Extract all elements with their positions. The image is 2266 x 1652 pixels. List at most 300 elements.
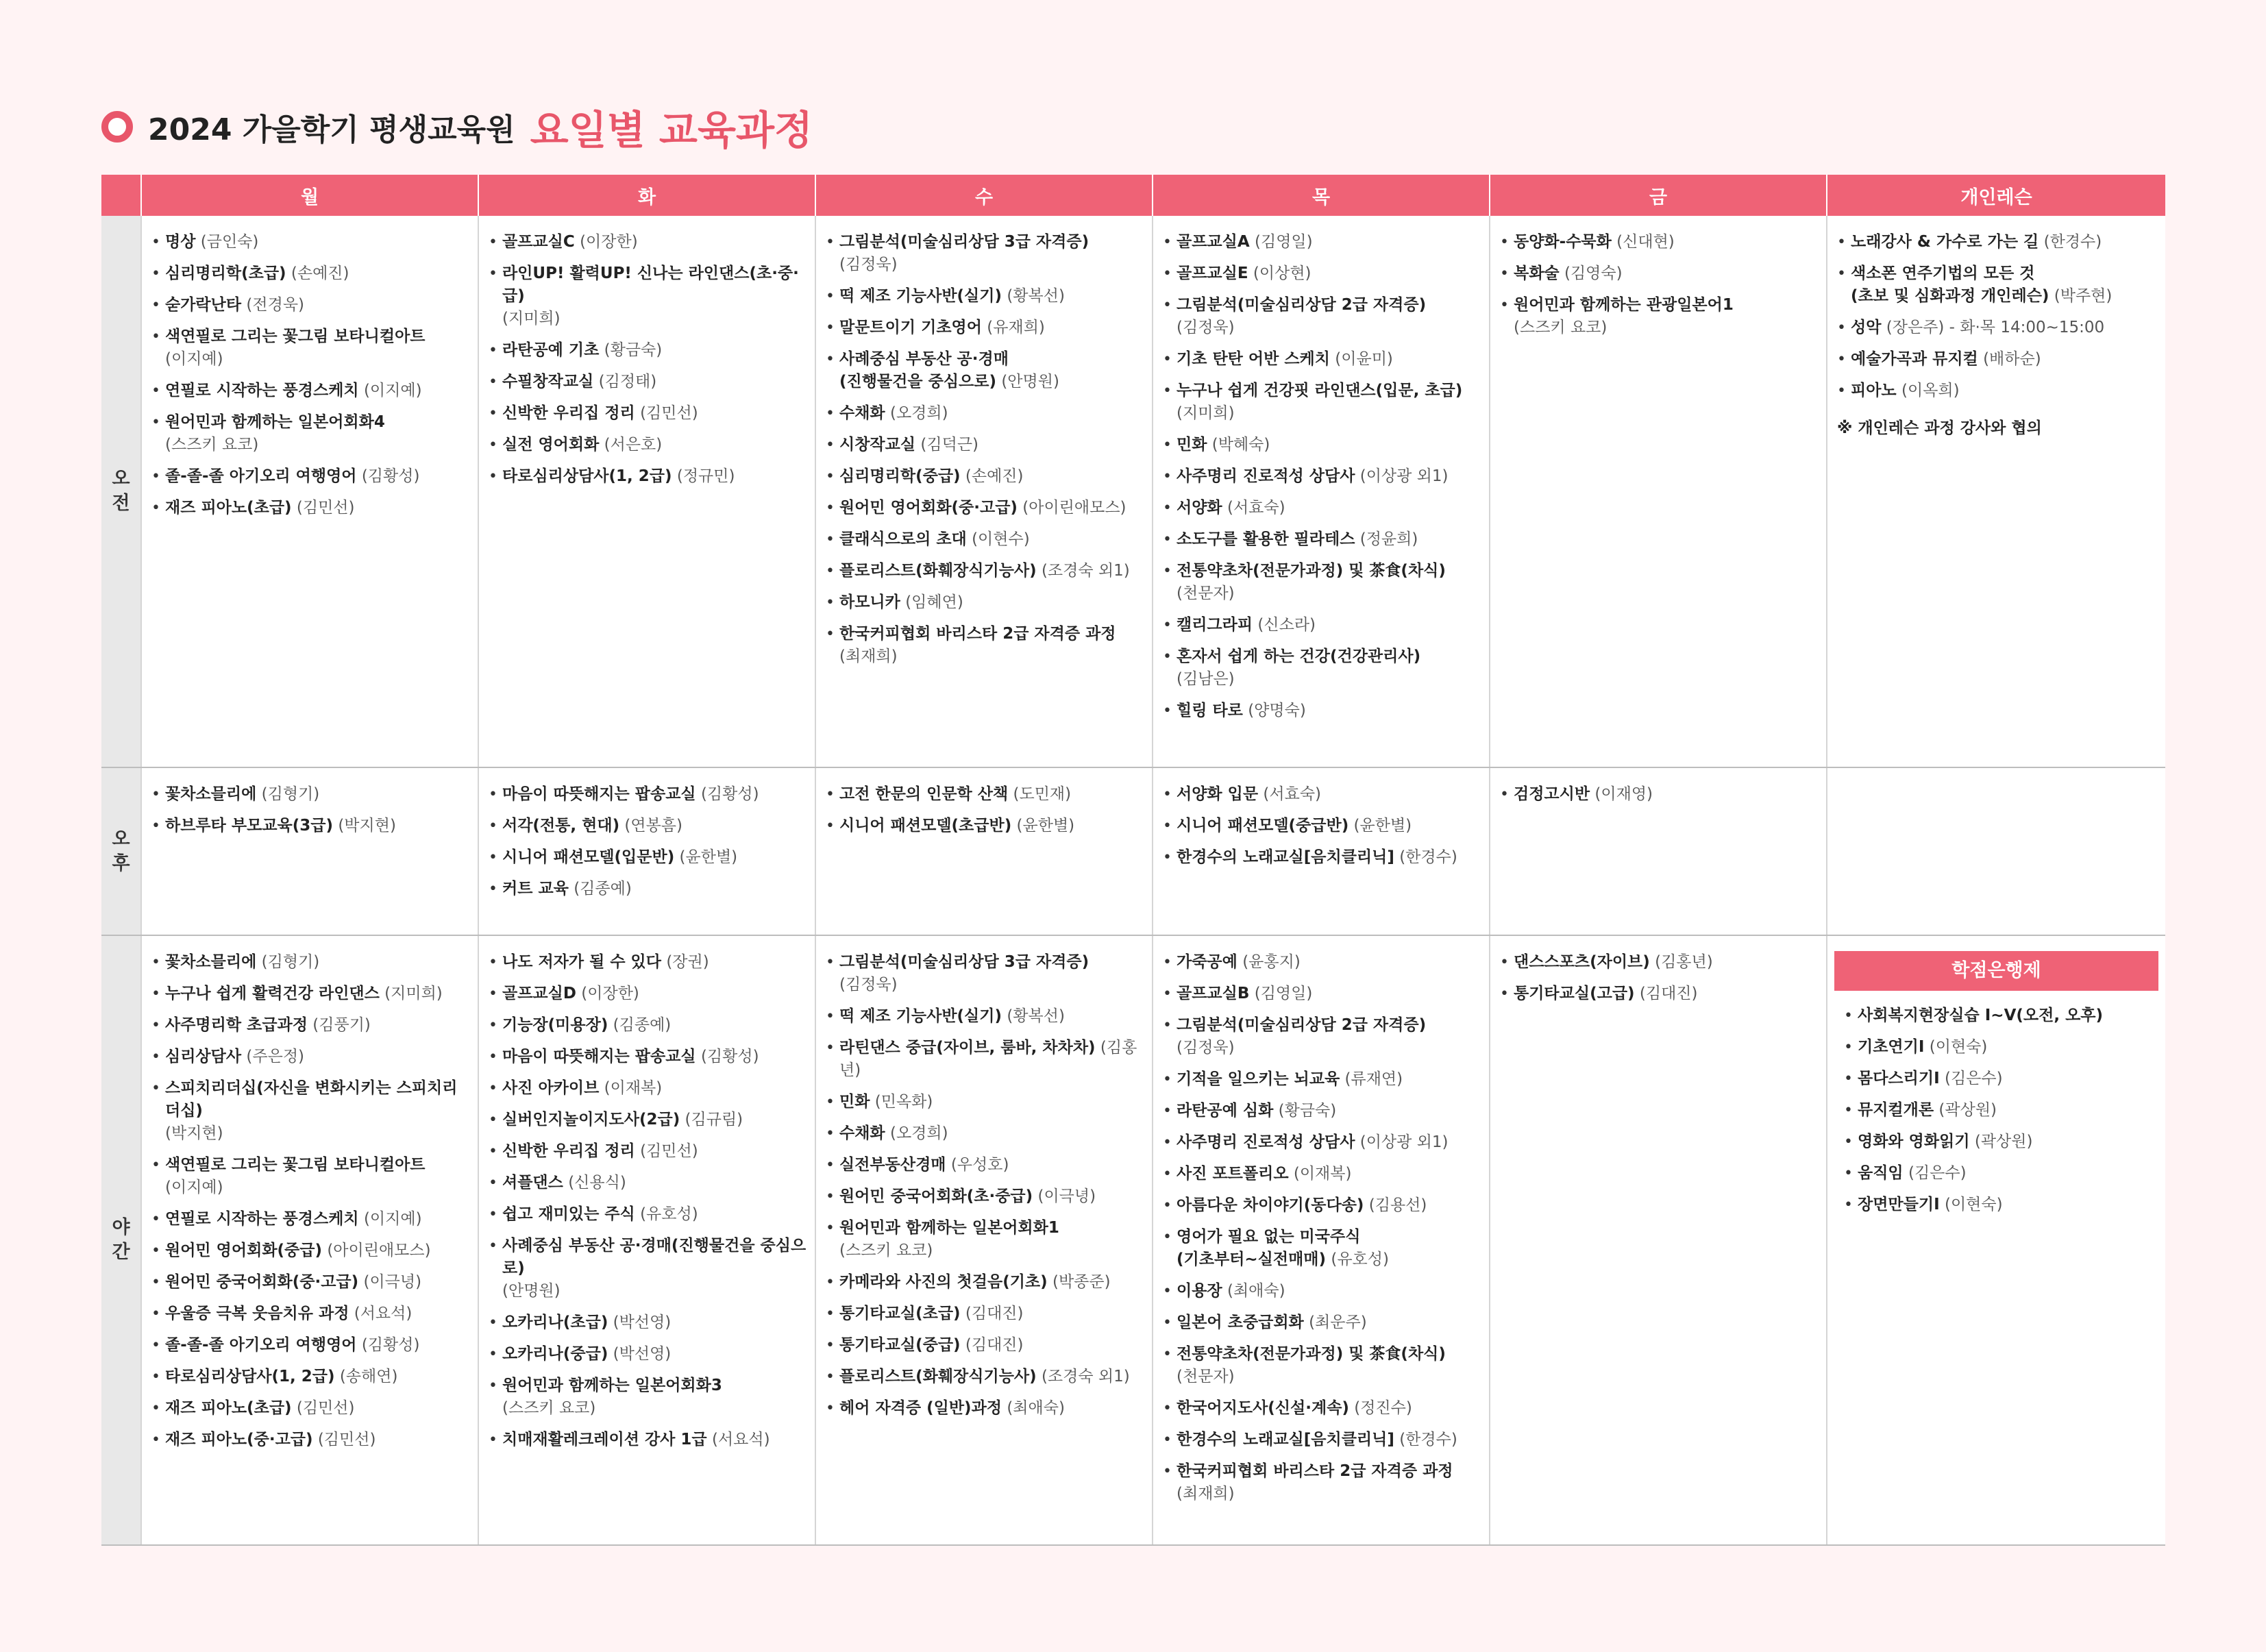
course-name: 시니어 패션모델(초급반) bbox=[839, 817, 1012, 835]
cell-morning-mon bbox=[141, 216, 478, 767]
row-label-afternoon bbox=[101, 767, 141, 935]
course-name: 우울증 극복 웃음치유 과정 bbox=[165, 1305, 349, 1322]
cell-afternoon-wed bbox=[815, 767, 1153, 935]
instructor-name: (김민선) bbox=[296, 1399, 355, 1417]
course-name: 기능장(미용장) bbox=[502, 1016, 608, 1034]
course-item bbox=[149, 1429, 471, 1451]
course-item bbox=[1160, 1014, 1482, 1059]
course-name: 기초연기Ⅰ bbox=[1858, 1038, 1925, 1056]
instructor-name: (이상광 외1) bbox=[1359, 467, 1449, 485]
course-item bbox=[149, 1046, 471, 1068]
instructor-name: (신용식) bbox=[568, 1174, 626, 1192]
course-item bbox=[149, 465, 471, 488]
header-thu: 목 bbox=[1153, 175, 1490, 216]
course-name: 동양화-수묵화 bbox=[1514, 233, 1612, 251]
instructor-name: (이상현) bbox=[1253, 264, 1311, 282]
instructor-name: (황복선) bbox=[1007, 287, 1065, 305]
course-name: 명상 bbox=[165, 233, 196, 251]
course-item bbox=[1160, 294, 1482, 339]
course-name: 색연필로 그리는 꽃그림 보타니컬아트 bbox=[165, 1156, 426, 1174]
instructor-name: (윤홍지) bbox=[1242, 953, 1301, 971]
course-name: 색연필로 그리는 꽃그림 보타니컬아트 bbox=[165, 328, 426, 345]
course-name: 사주명리 진로적성 상담사 bbox=[1177, 1133, 1355, 1151]
course-name: 검정고시반 bbox=[1514, 785, 1590, 803]
instructor-name: (스즈키 요코) bbox=[165, 436, 259, 454]
course-item bbox=[149, 1303, 471, 1325]
instructor-name: (오경희) bbox=[889, 1124, 948, 1142]
course-name: 서양화 입문 bbox=[1177, 785, 1259, 803]
instructor-name: (유호성) bbox=[1331, 1250, 1389, 1268]
instructor-name: (배하순) bbox=[1983, 350, 2041, 368]
course-item bbox=[1160, 1131, 1482, 1154]
course-name: 통기타교실(중급) bbox=[839, 1336, 961, 1354]
cell-afternoon-private bbox=[1827, 767, 2165, 935]
course-name: 원어민 중국어회화(중·고급) bbox=[165, 1273, 359, 1291]
course-name: 캘리그라피 bbox=[1177, 616, 1253, 634]
course-item bbox=[1841, 1004, 2152, 1027]
course-item bbox=[1497, 262, 1819, 285]
course-item bbox=[486, 1172, 808, 1194]
course-item bbox=[823, 1005, 1145, 1028]
course-item bbox=[1834, 317, 2158, 339]
row-label-char: 오 bbox=[112, 828, 130, 850]
course-name: 영화와 영화읽기 bbox=[1858, 1133, 1970, 1150]
course-item bbox=[823, 560, 1145, 582]
instructor-name: (이지예) bbox=[165, 350, 223, 368]
row-morning bbox=[101, 216, 2165, 767]
course-item bbox=[1160, 380, 1482, 425]
header-mon: 월 bbox=[141, 175, 478, 216]
instructor-name: (윤한별) bbox=[679, 848, 738, 866]
instructor-name: (민옥화) bbox=[874, 1093, 933, 1111]
course-item bbox=[149, 262, 471, 285]
course-name: 장면만들기Ⅰ bbox=[1858, 1196, 1940, 1213]
instructor-name: (주은정) bbox=[246, 1048, 305, 1065]
instructor-name: (도민재) bbox=[1013, 785, 1072, 803]
course-list bbox=[486, 783, 808, 900]
course-item bbox=[823, 783, 1145, 806]
instructor-name: (윤한별) bbox=[1016, 817, 1075, 835]
course-item bbox=[149, 325, 471, 371]
course-item bbox=[1160, 1068, 1482, 1091]
course-name: 수채화 bbox=[839, 1124, 885, 1142]
course-item bbox=[1841, 1131, 2152, 1153]
course-item bbox=[149, 815, 471, 837]
course-name: 민화 bbox=[1177, 436, 1207, 454]
instructor-name: (이현수) bbox=[972, 530, 1030, 548]
course-name: 전통약초차(전문가과정) 및 茶食(차식) bbox=[1177, 562, 1446, 580]
course-name: 숟가락난타 bbox=[165, 296, 242, 314]
instructor-name: (김황성) bbox=[700, 785, 759, 803]
course-item bbox=[1834, 348, 2158, 371]
instructor-name: (서은호) bbox=[604, 436, 663, 454]
course-name: 사진 아카이브 bbox=[502, 1079, 600, 1097]
course-name: 통기타교실(고급) bbox=[1514, 985, 1635, 1002]
row-label-evening bbox=[101, 935, 141, 1545]
course-name: 원어민과 함께하는 일본어회화1 bbox=[839, 1219, 1059, 1237]
cell-morning-tue bbox=[478, 216, 815, 767]
instructor-name: (안명원) bbox=[502, 1282, 561, 1300]
instructor-name: (금인숙) bbox=[200, 233, 259, 251]
instructor-name: (김황성) bbox=[361, 467, 420, 485]
course-name: 심리상담사 bbox=[165, 1048, 242, 1065]
instructor-name: (장권) bbox=[666, 953, 709, 971]
instructor-name: (최재희) bbox=[839, 648, 898, 665]
course-item bbox=[1160, 1460, 1482, 1505]
course-name: 뮤지컬개론 bbox=[1858, 1101, 1934, 1119]
course-name: 한국어지도사(신설·계속) bbox=[1177, 1399, 1349, 1417]
instructor-name: (이현숙) bbox=[1929, 1038, 1988, 1056]
course-name: 플로리스트(화훼장식기능사) bbox=[839, 1368, 1037, 1385]
course-name: 클래식으로의 초대 bbox=[839, 530, 967, 548]
course-item bbox=[486, 371, 808, 393]
course-item bbox=[486, 1429, 808, 1451]
course-name: 실전부동산경매 bbox=[839, 1156, 946, 1174]
course-item bbox=[1841, 1162, 2152, 1185]
course-item bbox=[1160, 465, 1482, 488]
course-name: 원어민 영어회화(중·고급) bbox=[839, 499, 1018, 517]
course-name: 꽃차소믈리에 bbox=[165, 785, 257, 803]
header-tue: 화 bbox=[478, 175, 815, 216]
course-name: 예술가곡과 뮤지컬 bbox=[1851, 350, 1978, 368]
cell-morning-wed bbox=[815, 216, 1153, 767]
cell-evening-private bbox=[1827, 935, 2165, 1545]
course-name: 기적을 일으키는 뇌교육 bbox=[1177, 1070, 1340, 1088]
course-name: 떡 제조 기능사반(실기) bbox=[839, 1007, 1002, 1025]
course-item bbox=[1160, 348, 1482, 371]
course-item bbox=[1497, 231, 1819, 254]
instructor-name: (박혜숙) bbox=[1211, 436, 1270, 454]
course-name: 카메라와 사진의 첫걸음(기초) bbox=[839, 1273, 1048, 1291]
course-name: 노래강사 & 가수로 가는 길 bbox=[1851, 233, 2039, 251]
instructor-name: (황금숙) bbox=[1278, 1102, 1337, 1120]
instructor-name: (김영일) bbox=[1254, 985, 1313, 1002]
course-item bbox=[486, 951, 808, 974]
course-name: 실버인지놀이지도사(2급) bbox=[502, 1111, 680, 1129]
course-item bbox=[1160, 1343, 1482, 1388]
instructor-name: (한경수) bbox=[1399, 1431, 1457, 1448]
course-name: 가죽공예 bbox=[1177, 953, 1237, 971]
course-name: 움직임 bbox=[1858, 1164, 1904, 1182]
instructor-name: (김정욱) bbox=[839, 256, 898, 273]
cell-afternoon-tue bbox=[478, 767, 815, 935]
course-list bbox=[1497, 231, 1819, 339]
course-item bbox=[149, 411, 471, 456]
course-item bbox=[1160, 497, 1482, 519]
course-name: 타로심리상담사(1, 2급) bbox=[165, 1368, 335, 1385]
schedule-table bbox=[101, 175, 2165, 1546]
instructor-name: (김풍기) bbox=[312, 1016, 371, 1034]
course-name: 라틴댄스 중급(자이브, 룸바, 차차차) bbox=[839, 1039, 1096, 1057]
course-item bbox=[1160, 846, 1482, 869]
course-name: 일본어 초중급회화 bbox=[1177, 1314, 1304, 1331]
course-name: 사례중심 부동산 공·경매 (진행물건을 중심으로) bbox=[839, 350, 1009, 391]
instructor-name: (이재복) bbox=[1293, 1165, 1352, 1183]
cell-evening-tue bbox=[478, 935, 815, 1545]
course-item bbox=[823, 951, 1145, 996]
course-item bbox=[823, 348, 1145, 393]
course-item bbox=[1160, 1311, 1482, 1334]
instructor-name: (한경수) bbox=[1399, 848, 1457, 866]
course-item bbox=[149, 983, 471, 1005]
course-name: 몸다스리기Ⅰ bbox=[1858, 1070, 1940, 1087]
title-accent: 요일별 교육과정 bbox=[530, 107, 813, 153]
course-name: 쉽고 재미있는 주식 bbox=[502, 1205, 635, 1223]
instructor-name: (이지예) bbox=[165, 1179, 223, 1196]
course-name: 플로리스트(화훼장식기능사) bbox=[839, 562, 1037, 580]
course-item bbox=[149, 951, 471, 974]
course-name: 재즈 피아노(중·고급) bbox=[165, 1431, 313, 1448]
course-name: 신박한 우리집 정리 bbox=[502, 1142, 635, 1160]
course-item bbox=[486, 231, 808, 254]
course-item bbox=[823, 1185, 1145, 1208]
course-item bbox=[1160, 231, 1482, 254]
course-name: 졸-졸-졸 아기오리 여행영어 bbox=[165, 1336, 357, 1354]
course-item bbox=[1841, 1068, 2152, 1090]
instructor-name: (안명원) bbox=[1001, 373, 1059, 391]
header-fri: 금 bbox=[1490, 175, 1827, 216]
course-list bbox=[149, 951, 471, 1451]
row-evening bbox=[101, 935, 2165, 1545]
course-name: 누구나 쉽게 활력건강 라인댄스 bbox=[165, 985, 380, 1002]
course-name: 한경수의 노래교실[음치클리닉] bbox=[1177, 848, 1394, 866]
course-item bbox=[823, 815, 1145, 837]
row-afternoon bbox=[101, 767, 2165, 935]
course-item bbox=[149, 1397, 471, 1420]
instructor-name: (지미희) bbox=[502, 310, 561, 328]
instructor-name: (류재연) bbox=[1344, 1070, 1403, 1088]
instructor-name: (천문자) bbox=[1177, 1368, 1235, 1385]
course-item bbox=[486, 402, 808, 425]
course-name: 원어민과 함께하는 일본어회화4 bbox=[165, 413, 385, 431]
course-name: 골프교실E bbox=[1177, 264, 1248, 282]
instructor-name: (김홍년) bbox=[839, 1039, 1137, 1079]
instructor-name: (박선영) bbox=[613, 1314, 672, 1331]
course-item bbox=[1160, 1226, 1482, 1271]
cell-morning-private bbox=[1827, 216, 2165, 767]
course-item bbox=[149, 497, 471, 519]
row-label-char: 야 bbox=[112, 1217, 130, 1238]
course-item bbox=[1160, 1280, 1482, 1303]
course-item bbox=[486, 1046, 808, 1068]
course-item bbox=[1160, 560, 1482, 605]
course-name: 골프교실A bbox=[1177, 233, 1250, 251]
instructor-name: (황금숙) bbox=[604, 341, 663, 359]
course-item bbox=[486, 1374, 808, 1420]
instructor-name: (김민선) bbox=[296, 499, 355, 517]
instructor-name: (서요석) bbox=[711, 1431, 770, 1448]
course-item bbox=[1160, 1163, 1482, 1185]
course-name: 통기타교실(초급) bbox=[839, 1305, 961, 1322]
course-name: 오카리나(중급) bbox=[502, 1345, 608, 1363]
circle-icon bbox=[101, 111, 133, 143]
header-wed: 수 bbox=[815, 175, 1153, 216]
row-label-char: 후 bbox=[112, 852, 130, 874]
course-item bbox=[149, 783, 471, 806]
instructor-name: (박주현) bbox=[2054, 287, 2113, 305]
course-item bbox=[1160, 1194, 1482, 1217]
course-name: 기초 탄탄 어반 스케치 bbox=[1177, 350, 1330, 368]
course-name: 고전 한문의 인문학 산책 bbox=[839, 785, 1009, 803]
cell-evening-thu bbox=[1153, 935, 1490, 1545]
course-item bbox=[1497, 294, 1819, 339]
course-list bbox=[823, 951, 1145, 1420]
course-name: 골프교실D bbox=[502, 985, 576, 1002]
course-name: 한국커피협회 바리스타 2급 자격증 과정 bbox=[1177, 1462, 1453, 1480]
course-name: 심리명리학(중급) bbox=[839, 467, 961, 485]
credit-bank-header: 학점은행제 bbox=[1834, 951, 2158, 991]
instructor-name: (임혜연) bbox=[905, 593, 963, 611]
instructor-name: (황복선) bbox=[1007, 1007, 1065, 1025]
course-list bbox=[486, 231, 808, 488]
course-item bbox=[486, 1140, 808, 1163]
course-name: 사주명리학 초급과정 bbox=[165, 1016, 308, 1034]
instructor-name: (김남은) bbox=[1177, 670, 1235, 688]
row-label-char: 오 bbox=[112, 468, 130, 489]
course-item bbox=[149, 1154, 471, 1199]
course-name: 수필창작교실 bbox=[502, 373, 594, 391]
course-name: 그림분석(미술심리상담 2급 자격증) bbox=[1177, 1016, 1427, 1034]
course-name: 이용장 bbox=[1177, 1282, 1222, 1300]
course-item bbox=[149, 1271, 471, 1294]
row-label-morning bbox=[101, 216, 141, 767]
course-item bbox=[823, 1334, 1145, 1357]
course-item bbox=[823, 1037, 1145, 1082]
instructor-name: (연봉흠) bbox=[624, 817, 682, 835]
instructor-name: (이윤미) bbox=[1335, 350, 1393, 368]
course-name: 커트 교육 bbox=[502, 880, 569, 898]
course-item bbox=[486, 1343, 808, 1366]
course-item bbox=[1160, 262, 1482, 285]
course-name: 오카리나(초급) bbox=[502, 1314, 608, 1331]
course-item bbox=[1834, 262, 2158, 308]
course-name: 원어민과 함께하는 관광일본어1 bbox=[1514, 296, 1734, 314]
instructor-name: (박지현) bbox=[165, 1124, 223, 1142]
course-item bbox=[486, 1014, 808, 1037]
course-name: 아름다운 차이야기(동다송) bbox=[1177, 1196, 1364, 1214]
course-item bbox=[149, 380, 471, 402]
course-name: 영어가 필요 없는 미국주식 (기초부터~실전매매) bbox=[1177, 1228, 1361, 1268]
course-item bbox=[1160, 700, 1482, 722]
course-name: 누구나 쉽게 건강핏 라인댄스(입문, 초급) bbox=[1177, 382, 1463, 399]
instructor-name: (우성호) bbox=[950, 1156, 1009, 1174]
instructor-name: (최애숙) bbox=[1227, 1282, 1285, 1300]
header-row bbox=[101, 175, 2165, 216]
course-item bbox=[823, 1154, 1145, 1176]
course-item bbox=[823, 1366, 1145, 1388]
course-item bbox=[1497, 951, 1819, 974]
instructor-name: (아이린애모스) bbox=[1022, 499, 1126, 517]
instructor-name: (이극녕) bbox=[1037, 1187, 1096, 1205]
row-label-char: 전 bbox=[112, 493, 130, 514]
course-item bbox=[1160, 1397, 1482, 1420]
course-list bbox=[1160, 231, 1482, 722]
course-item bbox=[823, 465, 1145, 488]
course-item bbox=[1841, 1036, 2152, 1059]
course-name: 원어민 중국어회화(초·중급) bbox=[839, 1187, 1033, 1205]
course-item bbox=[486, 339, 808, 362]
instructor-name: (김대진) bbox=[1639, 985, 1698, 1002]
course-name: 라인UP! 활력UP! 신나는 라인댄스(초·중·급) bbox=[502, 264, 799, 305]
header-private-lesson: 개인레슨 bbox=[1827, 175, 2165, 216]
course-item bbox=[149, 1334, 471, 1357]
course-name: 사진 포트폴리오 bbox=[1177, 1165, 1289, 1183]
instructor-name: (최애숙) bbox=[1007, 1399, 1065, 1417]
cell-evening-mon bbox=[141, 935, 478, 1545]
course-item bbox=[823, 528, 1145, 551]
course-name: 사례중심 부동산 공·경매(진행물건을 중심으로) bbox=[502, 1237, 806, 1277]
instructor-name: (천문자) bbox=[1177, 584, 1235, 602]
course-name: 말문트이기 기초영어 bbox=[839, 319, 982, 336]
instructor-name: (곽상원) bbox=[1938, 1101, 1997, 1119]
course-name: 댄스스포츠(자이브) bbox=[1514, 953, 1650, 971]
course-name: 민화 bbox=[839, 1093, 870, 1111]
instructor-name: (이지예) bbox=[363, 382, 422, 399]
instructor-name: (서요석) bbox=[354, 1305, 412, 1322]
cell-afternoon-fri bbox=[1490, 767, 1827, 935]
course-list bbox=[149, 783, 471, 837]
instructor-name: (이상광 외1) bbox=[1359, 1133, 1449, 1151]
course-item bbox=[1841, 1194, 2152, 1216]
course-list bbox=[1497, 783, 1819, 806]
instructor-name: (한경수) bbox=[2043, 233, 2102, 251]
course-item bbox=[149, 1077, 471, 1145]
instructor-name: (양명숙) bbox=[1248, 702, 1306, 719]
course-item bbox=[486, 1077, 808, 1100]
instructor-name: (이재영) bbox=[1594, 785, 1653, 803]
course-name: 하브루타 부모교육(3급) bbox=[165, 817, 333, 835]
instructor-name: (박지현) bbox=[338, 817, 396, 835]
course-item bbox=[1160, 815, 1482, 837]
course-item bbox=[1160, 951, 1482, 974]
instructor-name: (정진수) bbox=[1354, 1399, 1412, 1417]
instructor-name: (최재희) bbox=[1177, 1485, 1235, 1503]
instructor-name: (정규민) bbox=[676, 467, 735, 485]
course-name: 치매재활레크레이션 강사 1급 bbox=[502, 1431, 707, 1448]
course-name: 그림분석(미술심리상담 3급 자격증) bbox=[839, 233, 1089, 251]
course-list bbox=[1497, 951, 1819, 1005]
instructor-name: (손예진) bbox=[965, 467, 1024, 485]
course-item bbox=[486, 983, 808, 1005]
course-name: 마음이 따뜻해지는 팝송교실 bbox=[502, 785, 696, 803]
instructor-name: (곽상원) bbox=[1974, 1133, 2033, 1150]
course-item bbox=[823, 1122, 1145, 1145]
instructor-name: (아이린애모스) bbox=[327, 1242, 431, 1259]
instructor-name: (조경숙 외1) bbox=[1041, 1368, 1130, 1385]
course-name: 전통약초차(전문가과정) 및 茶食(차식) bbox=[1177, 1345, 1446, 1363]
course-name: 한국커피협회 바리스타 2급 자격증 과정 bbox=[839, 625, 1116, 643]
row-label-char: 간 bbox=[112, 1242, 130, 1263]
course-name: 하모니카 bbox=[839, 593, 900, 611]
course-item bbox=[486, 434, 808, 456]
instructor-name: (이재복) bbox=[604, 1079, 663, 1097]
course-list bbox=[1841, 1004, 2152, 1216]
cell-evening-fri bbox=[1490, 935, 1827, 1545]
course-name: 떡 제조 기능사반(실기) bbox=[839, 287, 1002, 305]
instructor-name: (지미희) bbox=[1177, 404, 1235, 422]
course-name: 졸-졸-졸 아기오리 여행영어 bbox=[165, 467, 357, 485]
course-item bbox=[486, 1203, 808, 1226]
instructor-name: (김덕근) bbox=[920, 436, 979, 454]
course-name: 복화술 bbox=[1514, 264, 1560, 282]
instructor-name: (김정욱) bbox=[839, 976, 898, 994]
course-list bbox=[823, 231, 1145, 668]
instructor-name: (스즈키 요코) bbox=[839, 1242, 933, 1259]
private-lesson-note: ※ 개인레슨 과정 강사와 협의 bbox=[1837, 419, 2042, 437]
course-name: 심리명리학(초급) bbox=[165, 264, 286, 282]
course-item bbox=[823, 623, 1145, 668]
course-item bbox=[486, 878, 808, 900]
